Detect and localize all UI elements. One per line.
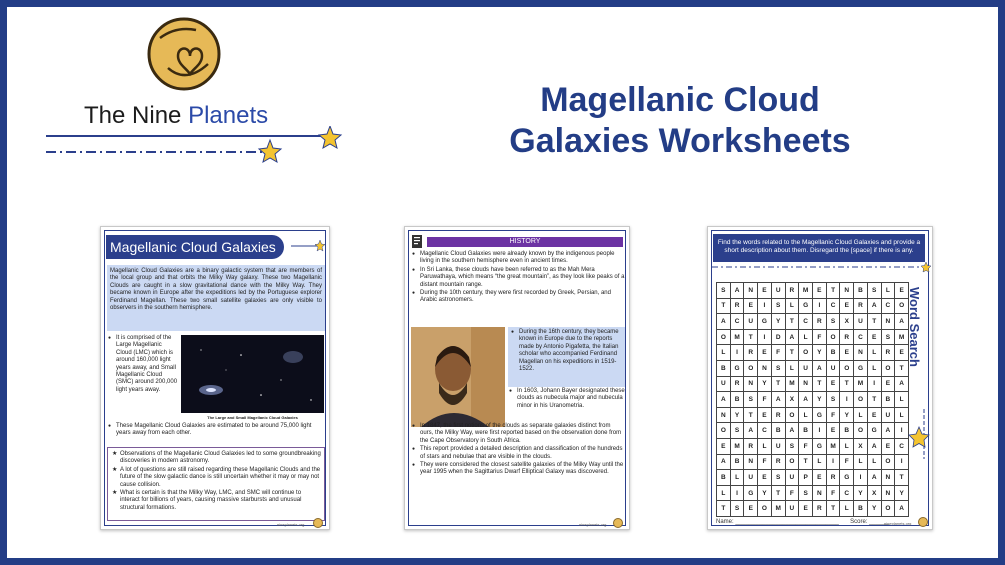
list-item: ★ What is certain is that the Milky Way, LMC, and SMC will continue to interact for billions of years, causing massive starbursts and unusual structural formations.: [111, 490, 321, 512]
grid-cell: F: [799, 438, 813, 454]
grid-cell: B: [730, 392, 744, 408]
grid-cell: S: [867, 283, 881, 299]
grid-cell: N: [744, 454, 758, 470]
grid-cell: T: [867, 314, 881, 330]
grid-cell: B: [881, 392, 895, 408]
grid-cell: A: [771, 392, 785, 408]
star-badge-icon: [908, 409, 930, 459]
grid-cell: M: [826, 438, 840, 454]
grid-cell: E: [895, 283, 909, 299]
planet-icon: [146, 16, 222, 92]
grid-cell: E: [758, 283, 772, 299]
grid-cell: U: [785, 470, 799, 486]
worksheet-preview-2[interactable]: [404, 226, 630, 530]
history-list: [508, 388, 625, 411]
grid-cell: G: [730, 360, 744, 376]
grid-row: [717, 392, 909, 408]
list-item: ● In 1847, the first notions of the clouds as separate galaxies distinct from ours, the Milky Way, were first reported based on the observation done from the Cape Observatory in South Africa.: [411, 423, 625, 445]
grid-cell: E: [758, 407, 772, 423]
list-item: ● It is comprised of the Large Magellanic Cloud (LMC) which is around 160,000 light years away, and Small Magellanic Cloud (SMC) around 200,000 light years away.: [107, 335, 179, 394]
grid-row: [717, 376, 909, 392]
grid-cell: L: [854, 454, 868, 470]
grid-cell: R: [771, 454, 785, 470]
grid-cell: L: [867, 360, 881, 376]
grid-cell: A: [867, 470, 881, 486]
grid-cell: N: [717, 407, 731, 423]
mini-logo-icon: [918, 517, 928, 527]
grid-cell: A: [744, 423, 758, 439]
grid-cell: B: [840, 423, 854, 439]
grid-cell: B: [717, 470, 731, 486]
grid-cell: N: [744, 376, 758, 392]
grid-cell: L: [717, 345, 731, 361]
grid-cell: D: [771, 329, 785, 345]
grid-cell: I: [813, 298, 827, 314]
grid-cell: A: [867, 298, 881, 314]
worksheet-preview-3[interactable]: [707, 226, 933, 530]
grid-row: [717, 454, 909, 470]
facts-box: [107, 447, 325, 521]
grid-cell: N: [881, 470, 895, 486]
grid-cell: I: [758, 329, 772, 345]
grid-cell: L: [867, 345, 881, 361]
grid-cell: E: [881, 438, 895, 454]
grid-cell: E: [717, 438, 731, 454]
grid-cell: L: [758, 438, 772, 454]
grid-cell: X: [867, 485, 881, 501]
grid-cell: B: [826, 345, 840, 361]
grid-cell: U: [785, 501, 799, 517]
grid-cell: L: [785, 360, 799, 376]
grid-cell: T: [840, 376, 854, 392]
grid-cell: L: [799, 407, 813, 423]
grid-cell: T: [744, 407, 758, 423]
grid-cell: X: [840, 314, 854, 330]
grid-cell: U: [826, 360, 840, 376]
grid-cell: L: [840, 501, 854, 517]
grid-cell: E: [867, 329, 881, 345]
grid-cell: U: [854, 314, 868, 330]
bullet-list: [107, 423, 325, 439]
grid-row: [717, 345, 909, 361]
site-url: nineplanets.org: [579, 522, 607, 527]
grid-cell: T: [826, 283, 840, 299]
grid-cell: C: [895, 438, 909, 454]
grid-cell: A: [717, 392, 731, 408]
grid-cell: T: [895, 470, 909, 486]
grid-cell: E: [813, 470, 827, 486]
grid-cell: S: [771, 298, 785, 314]
history-list: [411, 251, 625, 306]
grid-cell: N: [799, 376, 813, 392]
grid-cell: M: [895, 329, 909, 345]
grid-cell: U: [717, 376, 731, 392]
grid-cell: E: [758, 345, 772, 361]
grid-cell: T: [785, 314, 799, 330]
grid-cell: Y: [758, 485, 772, 501]
grid-cell: L: [840, 438, 854, 454]
grid-cell: I: [730, 345, 744, 361]
list-item: ● In Sri Lanka, these clouds have been referred to as the Mah Mera Paruwathaya, which means “the great mountain”, as they look like peaks of a distant mountain range.: [411, 267, 625, 289]
grid-cell: R: [730, 376, 744, 392]
grid-cell: T: [717, 298, 731, 314]
grid-cell: G: [799, 298, 813, 314]
grid-cell: U: [881, 407, 895, 423]
grid-cell: R: [813, 501, 827, 517]
grid-cell: R: [881, 345, 895, 361]
grid-cell: N: [881, 485, 895, 501]
grid-cell: U: [771, 283, 785, 299]
grid-cell: O: [758, 501, 772, 517]
list-item: ● They were considered the closest satellite galaxies of the Milky Way until the year 1995 when the Sagittarius Dwarf Elliptical Galaxy was discovered.: [411, 462, 625, 477]
grid-cell: A: [785, 423, 799, 439]
grid-row: [717, 485, 909, 501]
grid-cell: I: [758, 298, 772, 314]
grid-cell: O: [744, 360, 758, 376]
grid-cell: Y: [813, 392, 827, 408]
grid-cell: L: [799, 329, 813, 345]
grid-cell: S: [717, 283, 731, 299]
list-item: ● These Magellanic Cloud Galaxies are estimated to be around 75,000 light years away from each other.: [107, 423, 325, 438]
grid-cell: Y: [758, 376, 772, 392]
grid-row: [717, 360, 909, 376]
bullet-list: [107, 335, 179, 395]
grid-cell: S: [771, 470, 785, 486]
grid-row: [717, 423, 909, 439]
grid-row: [717, 501, 909, 517]
word-search-grid: [716, 282, 909, 517]
grid-cell: E: [826, 376, 840, 392]
grid-row: [717, 438, 909, 454]
grid-cell: Y: [771, 314, 785, 330]
grid-cell: S: [730, 423, 744, 439]
star-decoration-icon: [291, 237, 325, 253]
grid-cell: O: [895, 298, 909, 314]
grid-cell: S: [771, 360, 785, 376]
grid-cell: U: [799, 360, 813, 376]
grid-cell: S: [785, 438, 799, 454]
mini-logo-icon: [313, 518, 323, 528]
grid-cell: E: [744, 501, 758, 517]
grid-cell: S: [826, 392, 840, 408]
grid-cell: E: [758, 470, 772, 486]
grid-cell: L: [881, 283, 895, 299]
vertical-title: Word Search: [907, 287, 922, 367]
grid-cell: A: [881, 423, 895, 439]
grid-cell: N: [744, 283, 758, 299]
grid-cell: G: [813, 407, 827, 423]
grid-cell: M: [730, 438, 744, 454]
grid-cell: R: [785, 283, 799, 299]
footer-fields: [716, 519, 889, 525]
star-decoration-icon: [712, 261, 932, 273]
grid-cell: Y: [867, 501, 881, 517]
grid-cell: A: [895, 314, 909, 330]
grid-cell: Y: [730, 407, 744, 423]
grid-cell: A: [895, 501, 909, 517]
grid-cell: S: [826, 314, 840, 330]
grid-cell: T: [895, 360, 909, 376]
grid-cell: S: [744, 392, 758, 408]
grid-cell: F: [758, 454, 772, 470]
grid-row: [717, 470, 909, 486]
grid-cell: A: [717, 454, 731, 470]
grid-cell: M: [771, 501, 785, 517]
grid-cell: A: [717, 314, 731, 330]
grid-cell: R: [840, 329, 854, 345]
grid-cell: A: [895, 376, 909, 392]
grid-cell: E: [826, 423, 840, 439]
list-item: ★ Observations of the Magellanic Cloud Galaxies led to some groundbreaking discoveries in modern astronomy.: [111, 451, 321, 466]
grid-cell: N: [840, 283, 854, 299]
grid-cell: G: [758, 314, 772, 330]
grid-cell: M: [730, 329, 744, 345]
grid-cell: R: [826, 470, 840, 486]
grid-cell: C: [730, 314, 744, 330]
list-item: ● During the 10th century, they were first recorded by Greek, Persian, and Arabic astronomers.: [411, 290, 625, 305]
grid-cell: R: [744, 345, 758, 361]
grid-cell: Y: [840, 407, 854, 423]
grid-cell: I: [895, 423, 909, 439]
instructions: Find the words related to the Magellanic Cloud Galaxies and provide a short description about them. Disregard the [space] if there is any.: [713, 234, 925, 262]
grid-row: [717, 314, 909, 330]
grid-cell: U: [771, 438, 785, 454]
grid-cell: B: [854, 501, 868, 517]
grid-cell: S: [881, 329, 895, 345]
grid-cell: G: [867, 423, 881, 439]
logo-underline: [46, 126, 346, 176]
grid-cell: E: [744, 298, 758, 314]
grid-cell: N: [881, 314, 895, 330]
grid-cell: R: [744, 438, 758, 454]
grid-cell: O: [854, 423, 868, 439]
grid-cell: R: [813, 314, 827, 330]
grid-cell: I: [840, 392, 854, 408]
grid-cell: E: [881, 376, 895, 392]
grid-cell: O: [881, 501, 895, 517]
grid-cell: A: [785, 329, 799, 345]
intro-paragraph: Magellanic Cloud Galaxies are a binary galactic system that are members of the local group and that orbits the Milky Way galaxy. These two Magellanic Clouds are caught in a slow gravitational dance with the Milky Way. They became known in Europe after the expeditions led by the Portuguese explorer Ferdinand Magellan. These two small satellite galaxies are only visible to observers in the southern hemisphere.: [107, 265, 325, 331]
grid-cell: U: [744, 470, 758, 486]
grid-cell: F: [813, 329, 827, 345]
grid-cell: E: [895, 345, 909, 361]
grid-cell: G: [840, 470, 854, 486]
grid-cell: T: [826, 501, 840, 517]
grid-cell: I: [854, 470, 868, 486]
grid-cell: E: [867, 407, 881, 423]
grid-cell: B: [799, 423, 813, 439]
grid-cell: L: [717, 485, 731, 501]
page-title: Magellanic Cloud Galaxies Worksheets: [509, 81, 851, 160]
list-item: ● During the 16th century, they became known in Europe due to the reports made by Antonio Pigafetta, the Italian scholar who accompanied Ferdinand Magellan on his expeditions in 1519-1522.: [510, 329, 623, 373]
grid-cell: G: [813, 438, 827, 454]
grid-row: [717, 298, 909, 314]
logo: [46, 16, 346, 166]
book-icon: [411, 234, 424, 249]
grid-cell: O: [840, 360, 854, 376]
grid-cell: R: [854, 298, 868, 314]
grid-cell: T: [771, 376, 785, 392]
grid-cell: O: [799, 345, 813, 361]
grid-cell: M: [785, 376, 799, 392]
grid-row: [717, 407, 909, 423]
grid-cell: R: [771, 407, 785, 423]
grid-cell: Y: [854, 485, 868, 501]
grid-cell: T: [744, 329, 758, 345]
grid-cell: L: [895, 407, 909, 423]
grid-cell: C: [758, 423, 772, 439]
grid-cell: U: [744, 314, 758, 330]
grid-cell: N: [758, 360, 772, 376]
grid-cell: O: [717, 423, 731, 439]
highlight-block: [508, 327, 625, 387]
grid-cell: C: [854, 329, 868, 345]
grid-cell: I: [867, 376, 881, 392]
grid-cell: F: [826, 485, 840, 501]
grid-cell: L: [854, 407, 868, 423]
worksheet-preview-1[interactable]: [100, 226, 330, 530]
galaxy-photo: [181, 335, 324, 413]
list-item: ● In 1603, Johann Bayer designated these clouds as nubecula major and nubecula minor in his Uranometria.: [508, 388, 625, 410]
name-field-label: Name: _______________________________: [716, 519, 839, 525]
grid-cell: B: [854, 283, 868, 299]
grid-cell: L: [785, 298, 799, 314]
grid-cell: F: [826, 407, 840, 423]
grid-cell: Y: [813, 345, 827, 361]
grid-cell: E: [840, 345, 854, 361]
grid-cell: I: [826, 454, 840, 470]
grid-cell: E: [840, 298, 854, 314]
list-item: ★ A lot of questions are still raised regarding these Magellanic Clouds and the future of the slow galactic dance is still uncertain whether it may or may not cause collision.: [111, 467, 321, 489]
grid-cell: G: [744, 485, 758, 501]
site-url: nineplanets.org: [884, 521, 912, 526]
grid-cell: C: [826, 298, 840, 314]
grid-cell: F: [758, 392, 772, 408]
grid-cell: R: [730, 298, 744, 314]
grid-cell: M: [799, 283, 813, 299]
grid-cell: A: [813, 360, 827, 376]
list-item: ● This report provided a detailed description and classification of the hundreds of stars and nebulae that are visible in the clouds.: [411, 446, 625, 461]
grid-cell: G: [854, 360, 868, 376]
grid-cell: T: [813, 376, 827, 392]
grid-cell: C: [881, 298, 895, 314]
grid-cell: A: [867, 438, 881, 454]
grid-cell: S: [799, 485, 813, 501]
grid-cell: X: [854, 438, 868, 454]
grid-cell: O: [826, 329, 840, 345]
grid-cell: T: [785, 345, 799, 361]
grid-cell: O: [854, 392, 868, 408]
grid-cell: B: [771, 423, 785, 439]
site-url: nineplanets.org: [277, 522, 305, 527]
grid-cell: O: [717, 329, 731, 345]
grid-cell: A: [730, 283, 744, 299]
grid-cell: C: [799, 314, 813, 330]
grid-cell: T: [771, 485, 785, 501]
grid-cell: B: [730, 454, 744, 470]
score-field-label: Score: ______: [850, 519, 890, 525]
grid-cell: N: [813, 485, 827, 501]
grid-cell: F: [771, 345, 785, 361]
grid-cell: B: [717, 360, 731, 376]
logo-text: The Nine Planets: [84, 102, 269, 129]
grid-cell: C: [840, 485, 854, 501]
grid-cell: N: [854, 345, 868, 361]
grid-cell: O: [785, 407, 799, 423]
grid-cell: M: [854, 376, 868, 392]
grid-cell: X: [785, 392, 799, 408]
grid-cell: L: [730, 470, 744, 486]
grid-cell: I: [813, 423, 827, 439]
grid-cell: A: [799, 392, 813, 408]
grid-cell: F: [840, 454, 854, 470]
grid-cell: I: [895, 454, 909, 470]
grid-cell: O: [785, 454, 799, 470]
grid-cell: L: [813, 454, 827, 470]
grid-cell: L: [867, 454, 881, 470]
grid-cell: O: [881, 360, 895, 376]
worksheet-title: Magellanic Cloud Galaxies: [106, 235, 284, 259]
grid-cell: I: [730, 485, 744, 501]
grid-cell: T: [799, 454, 813, 470]
section-heading: HISTORY: [427, 237, 623, 247]
grid-cell: T: [867, 392, 881, 408]
portrait-image: [411, 327, 505, 427]
history-list: [411, 423, 625, 478]
grid-row: [717, 329, 909, 345]
grid-cell: S: [730, 501, 744, 517]
grid-cell: L: [895, 392, 909, 408]
grid-row: [717, 283, 909, 299]
grid-cell: O: [881, 454, 895, 470]
mini-logo-icon: [613, 518, 623, 528]
photo-caption: The Large and Small Magellanic Cloud Galaxies: [207, 415, 298, 420]
grid-cell: E: [799, 501, 813, 517]
grid-cell: P: [799, 470, 813, 486]
grid-cell: Y: [895, 485, 909, 501]
grid-cell: E: [813, 283, 827, 299]
grid-cell: F: [785, 485, 799, 501]
grid-cell: T: [717, 501, 731, 517]
list-item: ● Magellanic Cloud Galaxies were already known by the indigenous people living in the southern hemisphere even in ancient times.: [411, 251, 625, 266]
